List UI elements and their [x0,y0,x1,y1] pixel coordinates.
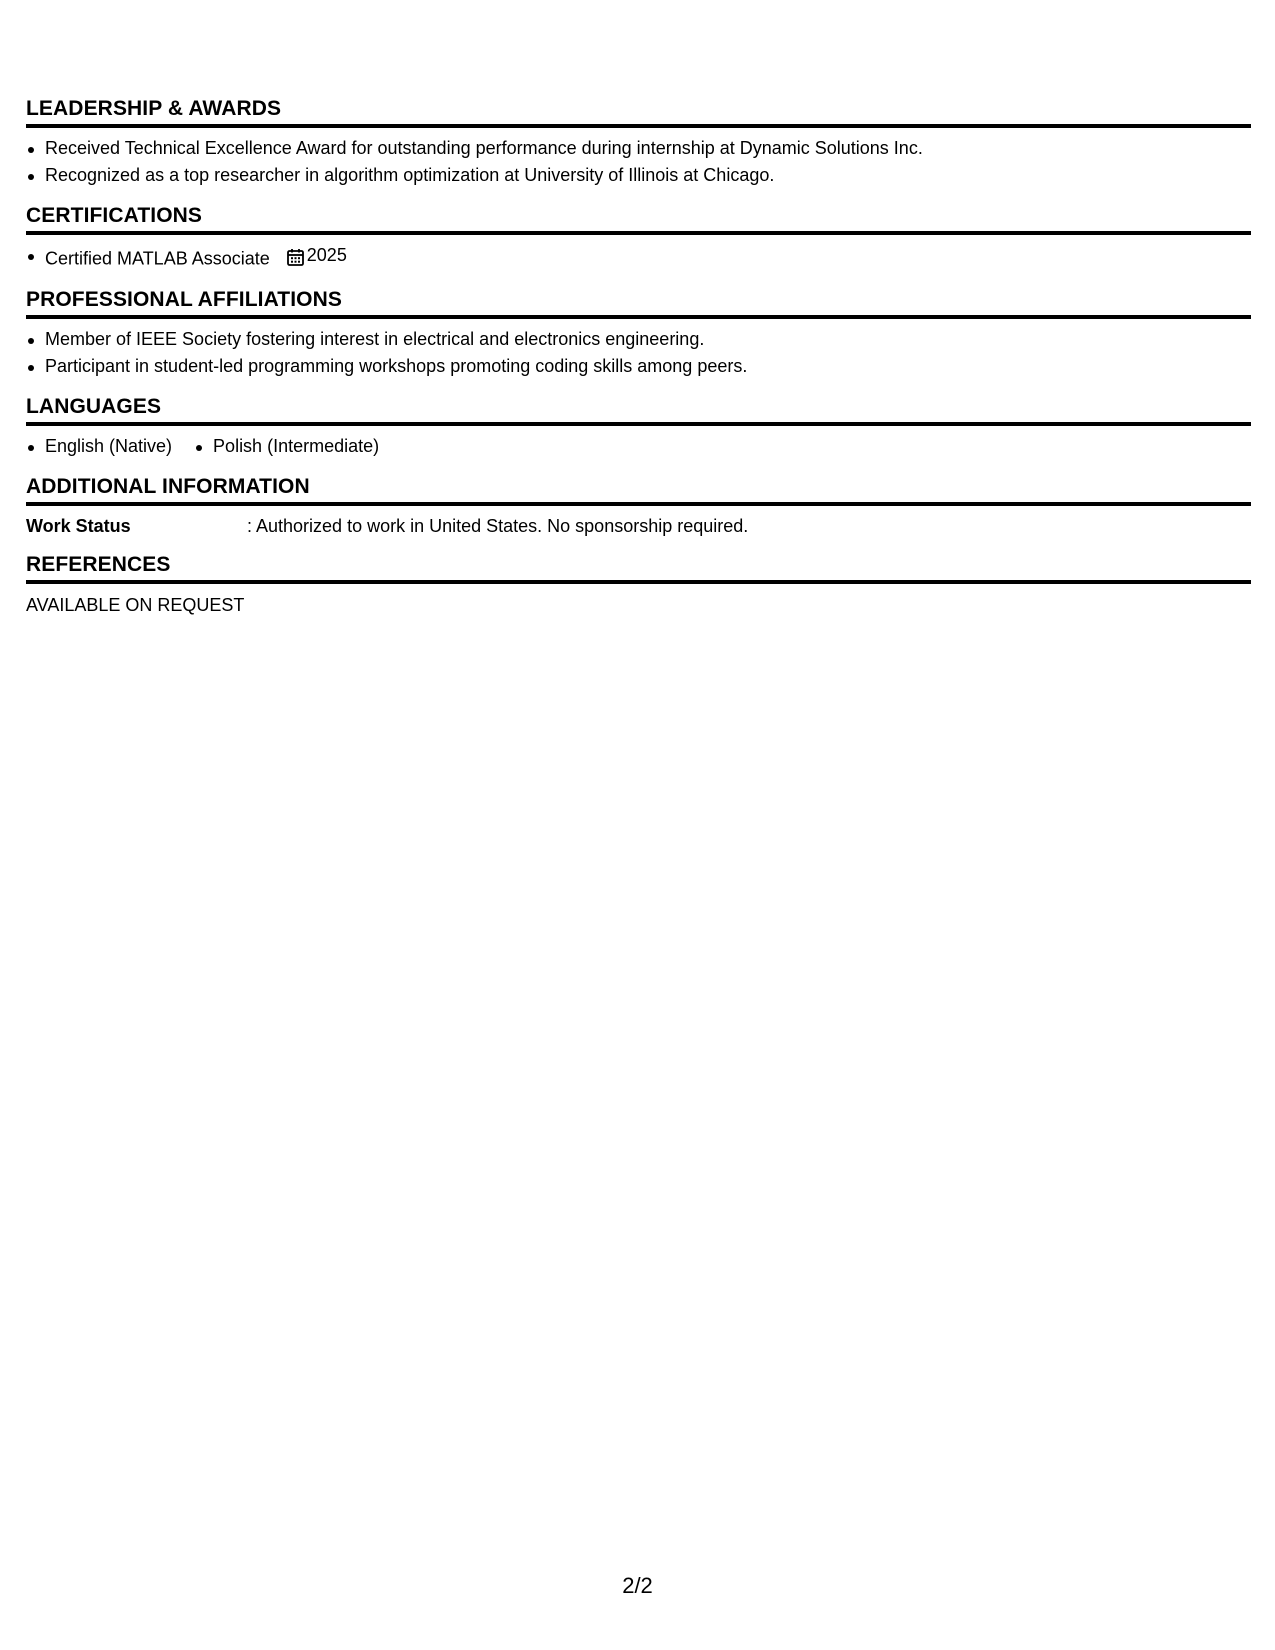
resume-page [26,96,1251,631]
work-status-value: : Authorized to work in United States. No sponsorship required. [247,515,749,536]
calendar-icon [287,248,304,266]
certification-year: 2025 [306,245,347,265]
languages-list [26,433,1251,460]
languages-section [26,394,1251,460]
certification-name: Certified MATLAB Associate [45,248,270,269]
section-title-certifications: CERTIFICATIONS [26,203,1251,235]
list-item: Polish (Intermediate) [194,433,379,460]
references-text: AVAILABLE ON REQUEST [26,594,245,615]
list-item [26,242,1251,273]
section-title-leadership-awards: LEADERSHIP & AWARDS [26,96,1251,128]
list-item: English (Native) [26,433,172,460]
page-number: 2/2 [622,1573,653,1598]
certifications-section [26,203,1251,273]
leadership-awards-section [26,96,1251,189]
affiliations-list [26,326,1251,380]
references-section [26,552,1251,617]
list-item: Participant in student-led programming workshops promoting coding skills among peers. [26,353,1251,380]
work-status-label: Work Status [26,515,131,536]
work-status-row [26,514,1251,538]
list-item: Member of IEEE Society fostering interest in electrical and electronics engineering. [26,326,1251,353]
list-item: Received Technical Excellence Award for outstanding performance during internship at Dynamic Solutions Inc. [26,135,1251,162]
section-title-languages: LANGUAGES [26,394,1251,426]
section-title-references: REFERENCES [26,552,1251,584]
section-title-additional-information: ADDITIONAL INFORMATION [26,474,1251,506]
leadership-awards-list [26,135,1251,189]
list-item: Recognized as a top researcher in algorithm optimization at University of Illinois at Chicago. [26,162,1251,189]
certifications-list [26,242,1251,273]
section-title-professional-affiliations: PROFESSIONAL AFFILIATIONS [26,287,1251,319]
additional-information-section [26,474,1251,538]
certification-date [287,242,347,269]
professional-affiliations-section [26,287,1251,380]
